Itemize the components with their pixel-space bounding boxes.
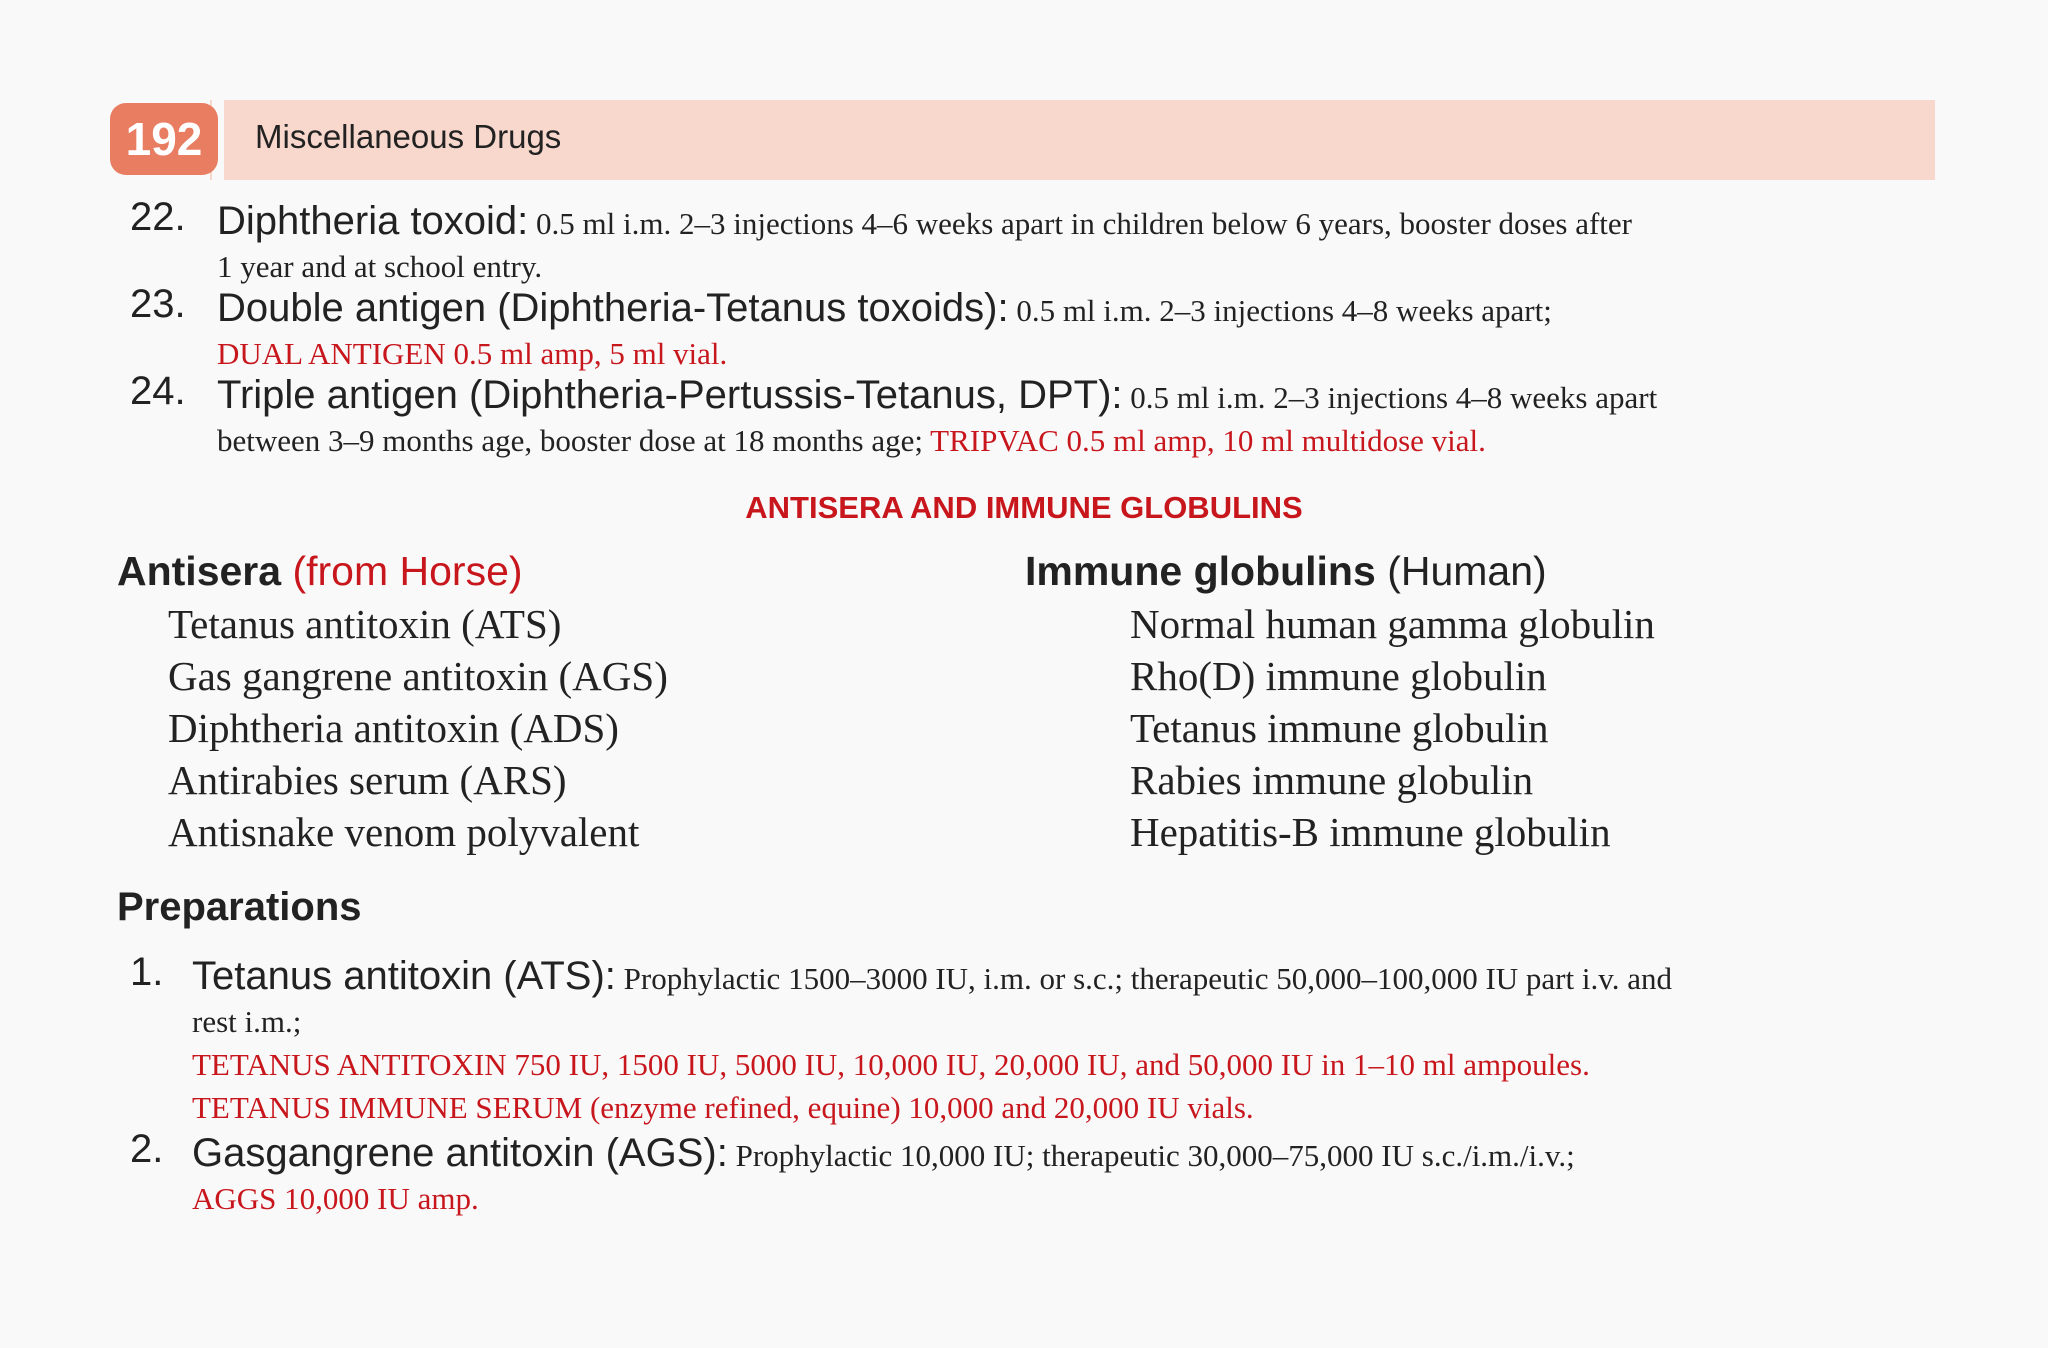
entry-text-continued: between 3–9 months age, booster dose at 18 months age; <box>217 423 923 458</box>
antisera-section-heading: ANTISERA AND IMMUNE GLOBULINS <box>745 490 1303 525</box>
entry-line <box>217 374 1936 419</box>
entry-number: 24. <box>130 369 186 413</box>
entry-line <box>192 1132 1936 1177</box>
entry-brand: TETANUS IMMUNE SERUM (enzyme refined, equine) 10,000 and 20,000 IU vials. <box>192 1090 1254 1125</box>
entry-brand: DUAL ANTIGEN 0.5 ml amp, 5 ml vial. <box>217 336 728 371</box>
page-number-badge: 192 <box>110 103 218 175</box>
list-item: Gas gangrene antitoxin (AGS) <box>168 653 668 699</box>
immune-globulins-heading <box>1025 548 1547 595</box>
antisera-subtitle: (from Horse) <box>292 548 523 594</box>
entry-text-continued: 1 year and at school entry. <box>217 249 543 284</box>
entry-text: 0.5 ml i.m. 2–3 injections 4–6 weeks apart in children below 6 years, booster doses after <box>536 206 1632 241</box>
list-item: Normal human gamma globulin <box>1130 601 1655 647</box>
immune-globulins-title: Immune globulins <box>1025 548 1376 594</box>
list-item: Diphtheria antitoxin (ADS) <box>168 705 619 751</box>
antisera-list <box>168 598 668 858</box>
list-item: Antirabies serum (ARS) <box>168 757 567 803</box>
entry-line <box>217 419 1936 462</box>
entry-brand: TETANUS ANTITOXIN 750 IU, 1500 IU, 5000 IU, 10,000 IU, 20,000 IU, and 50,000 IU in 1–10 ml ampoules. <box>192 1047 1590 1082</box>
entry-lead: Gasgangrene antitoxin (AGS): <box>192 1131 728 1175</box>
list-item: Tetanus immune globulin <box>1130 705 1549 751</box>
entry-lead: Diphtheria toxoid: <box>217 199 529 243</box>
entry-lead: Double antigen (Diphtheria-Tetanus toxoids): <box>217 286 1009 330</box>
entry-line <box>217 200 1936 245</box>
entry-brand: AGGS 10,000 IU amp. <box>192 1181 479 1216</box>
immune-globulins-list <box>1130 598 1655 858</box>
entry-number: 23. <box>130 282 186 326</box>
antisera-heading <box>117 548 523 595</box>
section-title: Miscellaneous Drugs <box>255 118 562 155</box>
list-item: Rho(D) immune globulin <box>1130 653 1547 699</box>
list-item: Antisnake venom polyvalent <box>168 809 640 855</box>
list-item: Rabies immune globulin <box>1130 757 1534 803</box>
entry-text: 0.5 ml i.m. 2–3 injections 4–8 weeks apart <box>1130 380 1658 415</box>
entry-line <box>217 287 1936 332</box>
list-item: Hepatitis-B immune globulin <box>1130 809 1611 855</box>
entry-text-continued: rest i.m.; <box>192 1004 302 1039</box>
immune-globulins-subtitle: (Human) <box>1387 548 1547 594</box>
entry-brand: TRIPVAC 0.5 ml amp, 10 ml multidose vial. <box>930 423 1486 458</box>
entry-text: 0.5 ml i.m. 2–3 injections 4–8 weeks apart; <box>1016 293 1552 328</box>
entry-number: 2. <box>130 1127 164 1171</box>
entry-number: 22. <box>130 195 186 239</box>
entry-lead: Tetanus antitoxin (ATS): <box>192 954 616 998</box>
entry-text: Prophylactic 1500–3000 IU, i.m. or s.c.; therapeutic 50,000–100,000 IU part i.v. and <box>623 961 1672 996</box>
antisera-title: Antisera <box>117 548 282 594</box>
preparations-heading: Preparations <box>117 885 362 929</box>
entry-lead: Triple antigen (Diphtheria-Pertussis-Tetanus, DPT): <box>217 373 1123 417</box>
entry-line <box>192 955 1936 1000</box>
entry-number: 1. <box>130 950 164 994</box>
entry-text: Prophylactic 10,000 IU; therapeutic 30,000–75,000 IU s.c./i.m./i.v.; <box>735 1138 1575 1173</box>
list-item: Tetanus antitoxin (ATS) <box>168 601 562 647</box>
